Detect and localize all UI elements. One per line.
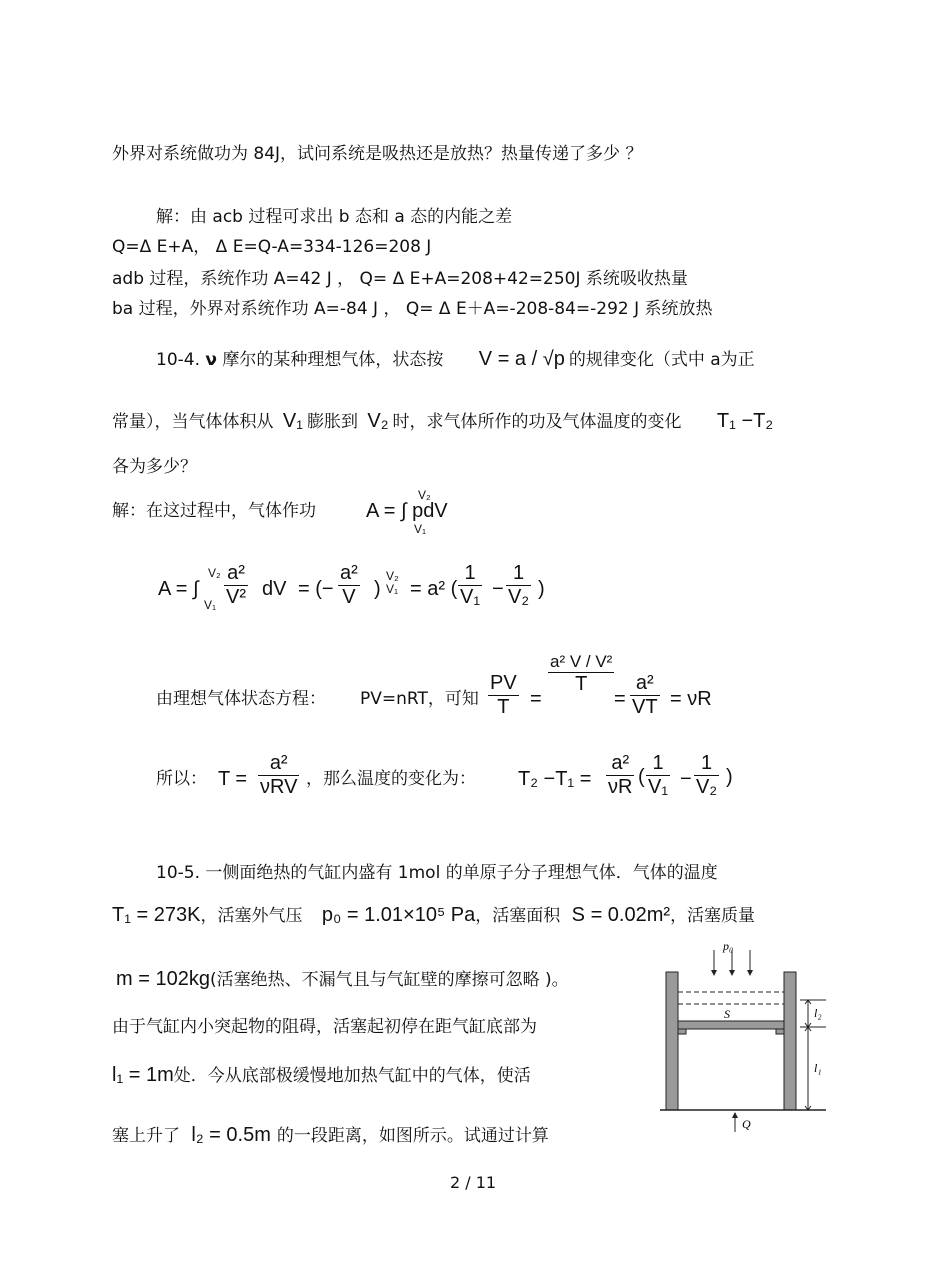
eq2-lhs: A = ∫ — [158, 578, 199, 600]
frac-a2-nuRV — [258, 752, 299, 799]
frac-1-V1 — [458, 562, 482, 609]
problem-10-5-line5 — [112, 1064, 531, 1087]
question-continuation: 外界对系统做功为 84J，试问系统是吸热还是放热？热量传递了多少 ？ — [112, 144, 643, 164]
text: 膨胀到 — [307, 412, 358, 432]
num: 1 — [464, 562, 476, 584]
state-eq1: = — [530, 688, 542, 710]
text: 塞上升了 — [112, 1126, 180, 1146]
t1-value: T₁ = 273K — [112, 904, 201, 926]
problem-text-cont: 的规律变化（式中 a为正 — [568, 350, 755, 370]
frac-a2-nuR — [606, 752, 634, 799]
den: VT — [632, 696, 658, 718]
num: a² V / V² — [550, 652, 613, 671]
piston — [678, 1021, 784, 1029]
stop-left — [678, 1029, 686, 1034]
den: V² — [226, 586, 246, 608]
temp-change: T₁ −T₂ — [716, 410, 774, 432]
pressure-arrowhead-3 — [747, 970, 753, 976]
solution-adb: adb 过程，系统作功 A=42 J ， Q= Δ E+A=208+42=250J 系统吸收热量 — [112, 269, 688, 289]
num: a² — [635, 672, 654, 694]
solution-ba: ba 过程，外界对系统作功 A=-84 J ， Q= Δ E＋A=-208-84=-292 J 系统放热 — [112, 299, 713, 319]
so-minus: − — [680, 768, 692, 790]
label-l1: l₁ — [814, 1061, 822, 1075]
eq2-upper: V₂ — [208, 566, 221, 580]
so-mid: ，那么温度的变化为： — [306, 769, 476, 789]
den: V — [342, 586, 356, 608]
frac-PV-T — [488, 672, 519, 719]
state-end: = νR — [670, 688, 712, 710]
frac-a2-VT — [630, 672, 660, 719]
so-rhs: T₂ −T₁ = — [518, 768, 592, 790]
cylinder-left-wall — [666, 972, 678, 1110]
den: V₂ — [696, 776, 718, 798]
v1: V₁ — [282, 410, 303, 432]
so-label: 所以： — [156, 769, 207, 789]
text: 的一段距离，如图所示。试通过计算 — [276, 1126, 549, 1146]
den: V₁ — [460, 586, 481, 608]
problem-10-4-line1 — [156, 348, 755, 371]
s-value: S = 0.02m² — [571, 904, 671, 926]
text: ，活塞质量 — [670, 906, 756, 926]
label-S: S — [724, 1007, 730, 1021]
problem-10-5-line6 — [112, 1124, 549, 1147]
den: νR — [608, 776, 633, 798]
eq2-mid2: ) — [374, 578, 381, 600]
eq2-minus: − — [492, 578, 504, 600]
problem-10-5-line1: 10-5. 一侧面绝热的气缸内盛有 1mol 的单原子分子理想气体．气体的温度 — [156, 863, 718, 883]
v2: V₂ — [367, 410, 389, 432]
num: PV — [490, 672, 517, 694]
text: 处．今从底部极缓慢地加热气缸中的气体，使活 — [173, 1066, 531, 1086]
frac-a2-V — [338, 562, 360, 609]
frac-a2-V2 — [224, 562, 248, 609]
frac-1-V1b — [646, 752, 670, 799]
num: 1 — [652, 752, 664, 774]
so-close: ) — [726, 766, 733, 788]
eq2-lower: V₁ — [204, 598, 217, 612]
eq2-eval: V₂ V₁ — [386, 569, 399, 596]
nu-symbol: ν — [205, 350, 217, 370]
stop-right — [776, 1029, 784, 1034]
num: a² — [227, 562, 245, 584]
state-eq: PV=nRT，可知 — [360, 689, 479, 709]
label-p0: p₀ — [723, 939, 734, 953]
frac-a2V-V2-T — [548, 646, 614, 696]
state-label: 由理想气体状态方程： — [156, 689, 326, 709]
l2-value: l₂ = 0.5m — [191, 1124, 271, 1146]
frac-1-V2b — [694, 752, 719, 799]
text: 时，求气体所作的功及气体温度的变化 — [392, 412, 682, 432]
den: νRV — [260, 776, 298, 798]
state-eq2: = — [614, 688, 626, 710]
problem-text: 摩尔的某种理想气体，状态按 — [216, 350, 444, 370]
cylinder-right-wall — [784, 972, 796, 1110]
text: ，活塞外气压 — [200, 906, 303, 926]
text: ，活塞面积 — [475, 906, 561, 926]
problem-10-5-line3 — [116, 968, 569, 991]
den: T — [575, 673, 588, 695]
solution-intro: 解：由 acb 过程可求出 b 态和 a 态的内能之差 — [156, 207, 513, 227]
work-lower-limit: V₁ — [414, 522, 427, 536]
label-l2: l₂ — [814, 1006, 822, 1020]
num: 1 — [700, 752, 713, 774]
work-integral: A = ∫ pdV — [366, 500, 448, 522]
so-lhs: T = — [218, 768, 248, 790]
dv: dV — [262, 578, 287, 600]
den: V₁ — [648, 776, 669, 798]
heat-arrowhead — [732, 1112, 738, 1118]
problem-10-5-line4: 由于气缸内小突起物的阻碍，活塞起初停在距气缸底部为 — [112, 1017, 537, 1037]
num: a² — [611, 752, 630, 774]
frac-1-V2 — [506, 562, 531, 609]
page-number: 2 / 11 — [450, 1173, 497, 1192]
num: 1 — [512, 562, 525, 584]
cylinder-figure — [660, 936, 832, 1132]
problem-10-4-line3: 各为多少？ — [112, 457, 197, 477]
eq2-mid3: = a² ( — [410, 578, 458, 600]
den: V₂ — [508, 586, 530, 608]
text: 常量），当气体体积从 — [112, 412, 274, 432]
eq2-end: ) — [538, 578, 545, 600]
text: (活塞绝热、不漏气且与气缸壁的摩擦可忽略 )。 — [209, 970, 569, 990]
den: T — [497, 696, 510, 718]
num: a² — [340, 562, 358, 584]
solution-work-label: 解：在这过程中，气体作功 — [112, 501, 316, 521]
problem-number: 10-4. — [156, 350, 206, 370]
l1-value: l₁ = 1m — [112, 1064, 174, 1086]
problem-10-4-line2 — [112, 410, 773, 433]
volume-law: V = a / √p — [478, 348, 565, 370]
num: a² — [269, 752, 288, 774]
pressure-arrowhead-2 — [729, 970, 735, 976]
m-value: m = 102kg — [116, 968, 210, 990]
work-upper-limit: V₂ — [418, 488, 431, 502]
so-open: ( — [638, 766, 645, 788]
label-Q: Q — [742, 1117, 751, 1131]
solution-acb: Q=Δ E+A， Δ E=Q-A=334-126=208 J — [112, 237, 432, 257]
pressure-arrowhead-1 — [711, 970, 717, 976]
eq2-mid1: = (− — [298, 578, 334, 600]
p0-value: p₀ = 1.01×10⁵ Pa — [321, 904, 476, 926]
problem-10-5-line2 — [112, 904, 755, 927]
